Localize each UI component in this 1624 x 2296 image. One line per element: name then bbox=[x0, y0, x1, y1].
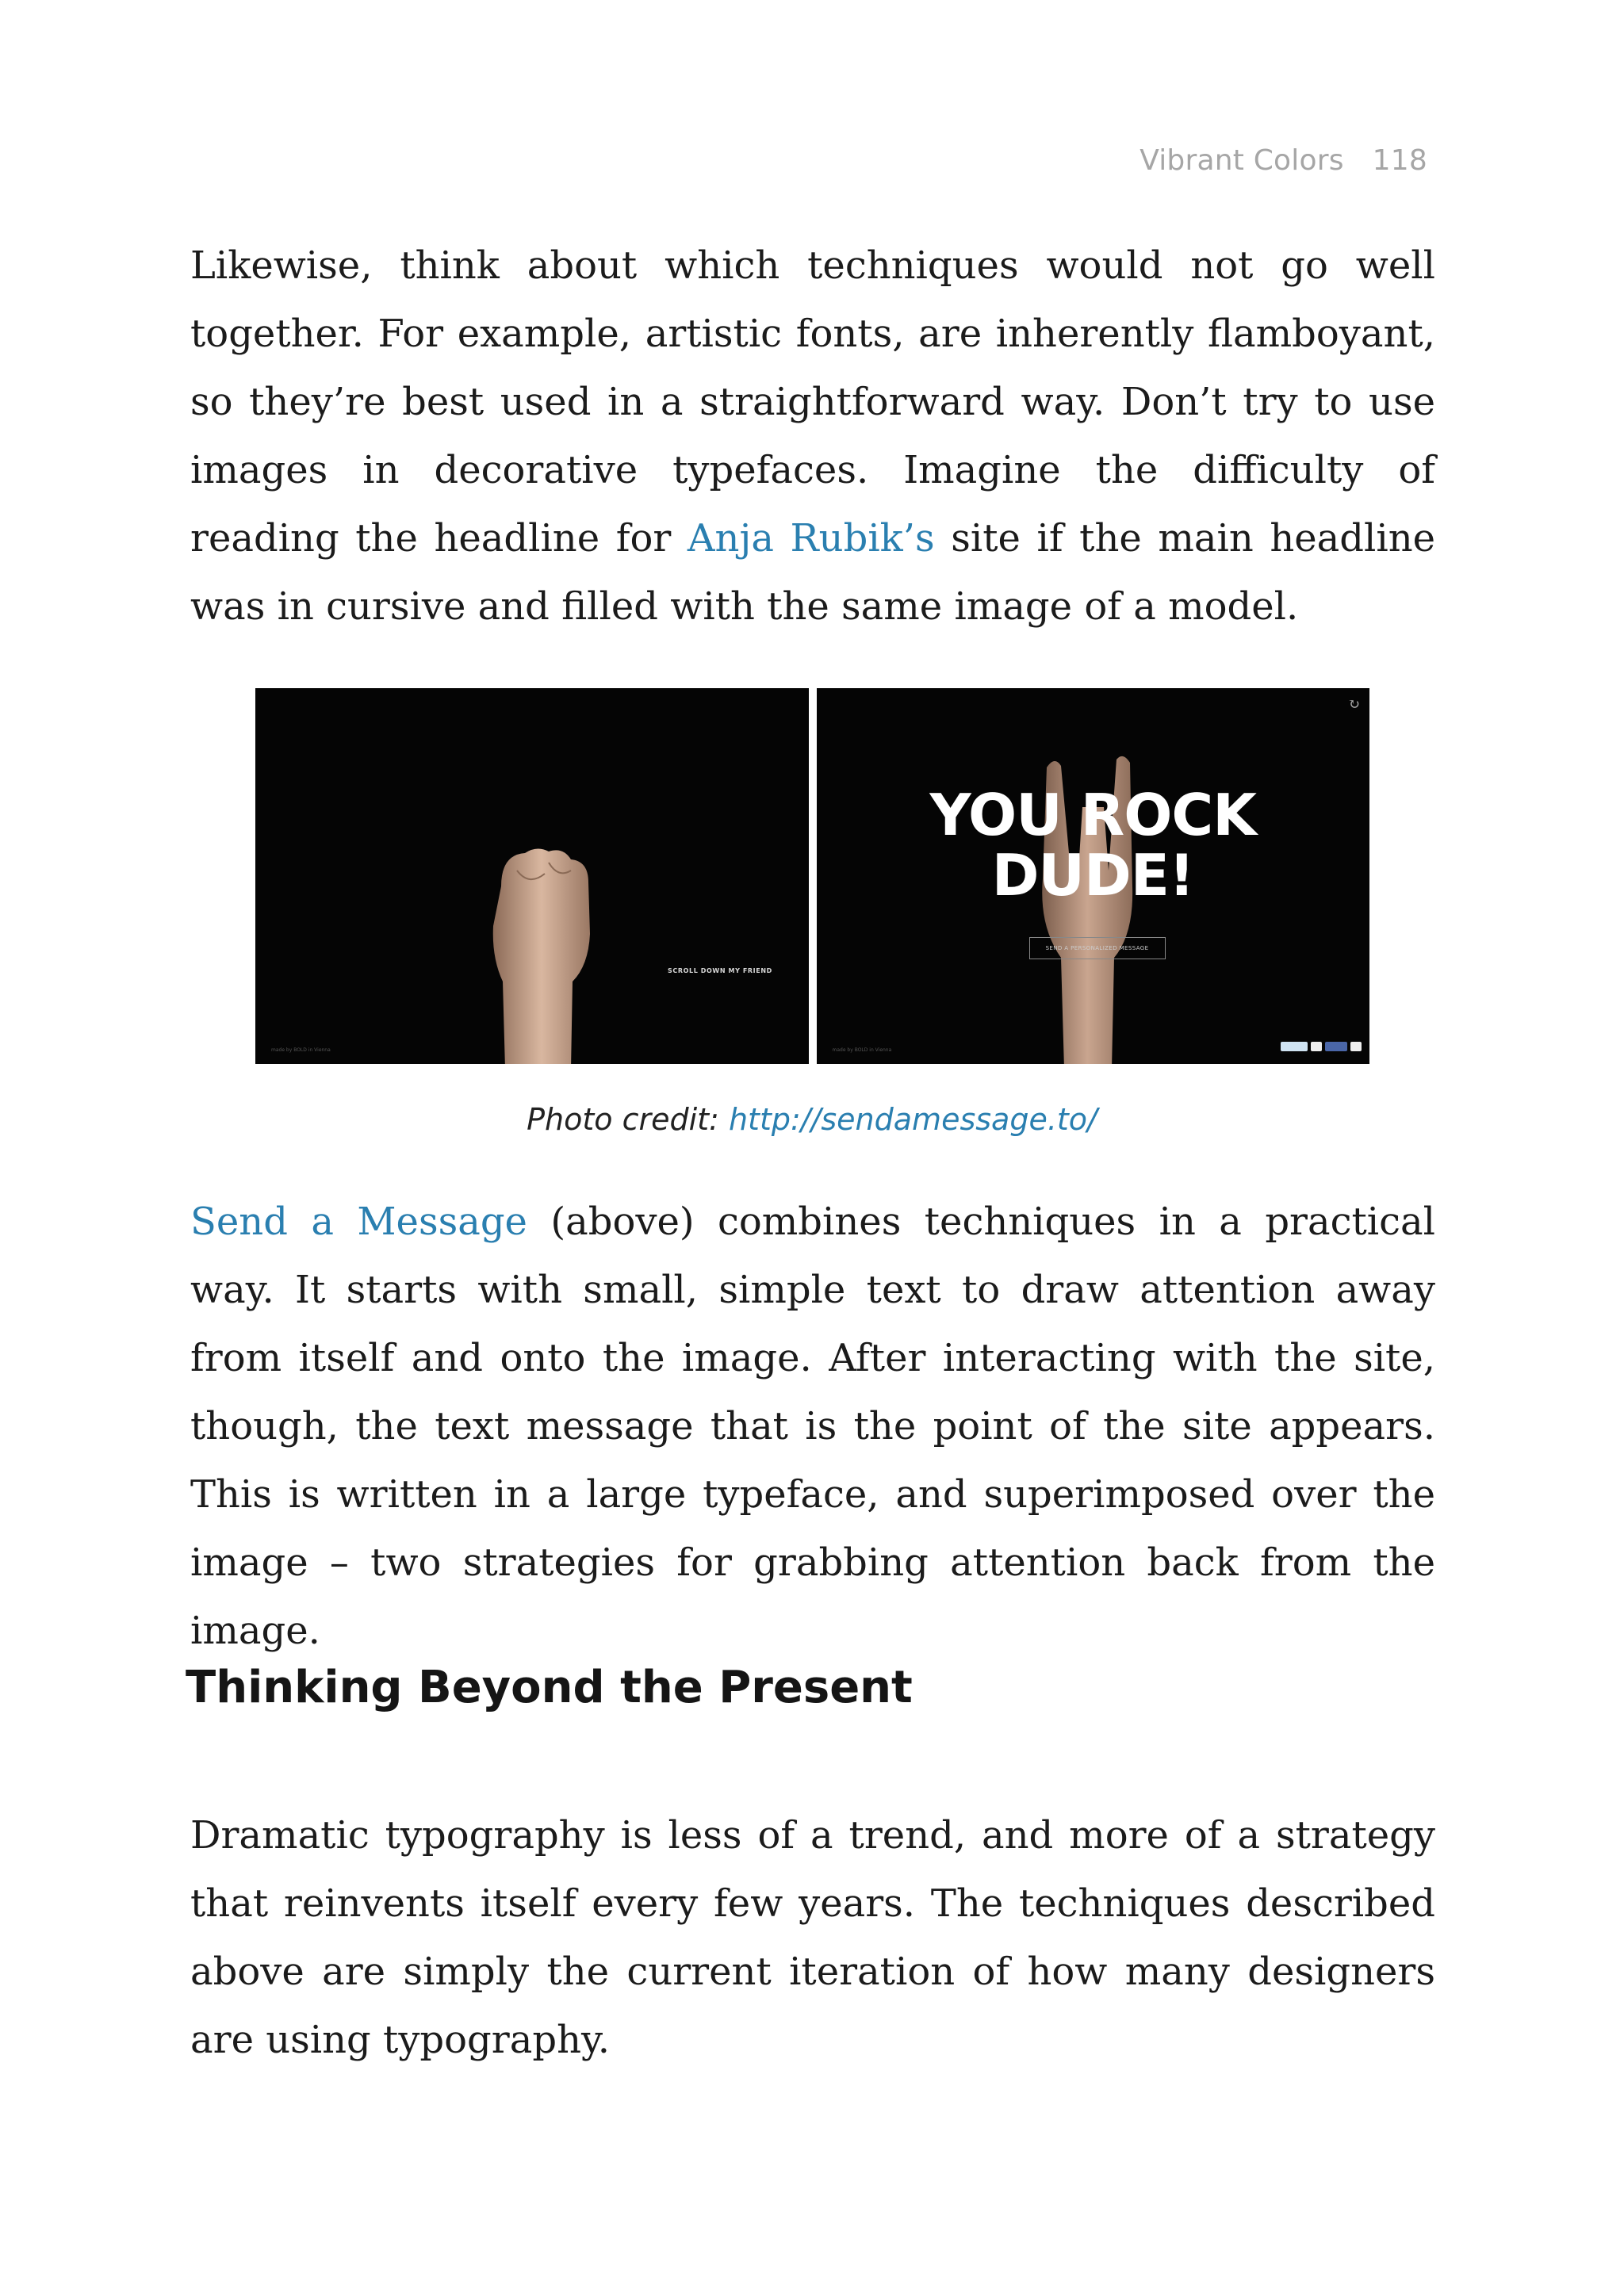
send-a-message-link[interactable]: Send a Message bbox=[190, 1200, 527, 1244]
section-heading: Thinking Beyond the Present bbox=[186, 1662, 913, 1713]
scroll-hint: SCROLL DOWN MY FRIEND bbox=[668, 967, 772, 974]
rock-headline-line2: DUDE! bbox=[991, 842, 1194, 909]
caption-label: Photo credit: bbox=[527, 1102, 729, 1137]
screenshot-right bbox=[817, 688, 1370, 1064]
paragraph-1-text-b: site if the main headline was in cursive and filled with the same image of a model. bbox=[190, 516, 1436, 629]
paragraph-1 bbox=[190, 232, 1435, 641]
photo-credit bbox=[0, 1102, 1624, 1137]
fist-image bbox=[469, 839, 604, 1064]
paragraph-1-text-a: Likewise, think about which techniques would not go well together. For example, artistic fonts, are inherently flamboyant, so they’re best used in a straightforward way. Don’t try to use images in decorative typefaces. Imagine the difficulty of reading the headline for bbox=[190, 243, 1435, 561]
rock-headline-line1: YOU ROCK bbox=[929, 782, 1257, 848]
credit-url-link[interactable]: http://sendamessage.to/ bbox=[728, 1102, 1097, 1137]
running-head bbox=[1139, 144, 1427, 177]
anja-rubik-link[interactable]: Anja Rubik’s bbox=[687, 516, 935, 561]
like-icon[interactable] bbox=[1325, 1042, 1347, 1051]
rock-headline bbox=[817, 782, 1370, 909]
paragraph-3: Dramatic typography is less of a trend, and more of a strategy that reinvents itself every few years. The techniques described above are simply the current iteration of how many designers are using typography. bbox=[190, 1813, 1435, 2062]
left-footer: made by BOLD in Vienna bbox=[271, 1047, 331, 1053]
count-icon-2 bbox=[1350, 1042, 1362, 1051]
share-buttons bbox=[1281, 1042, 1362, 1051]
screenshot-left bbox=[255, 688, 809, 1064]
tweet-icon[interactable] bbox=[1281, 1042, 1308, 1051]
paragraph-2 bbox=[190, 1188, 1435, 1665]
right-footer: made by BOLD in Vienna bbox=[832, 1047, 892, 1053]
page-number: 118 bbox=[1372, 144, 1427, 177]
paragraph-2-text: (above) combines techniques in a practical way. It starts with small, simple text to draw attention away from itself and onto the image. After interacting with the site, though, the text message that is the point of the site appears. This is written in a large typeface, and superimposed over the image – two strategies for grabbing attention back from the image. bbox=[190, 1200, 1435, 1653]
count-icon bbox=[1311, 1042, 1322, 1051]
figure-screenshots bbox=[255, 688, 1369, 1064]
reload-icon[interactable]: ↻ bbox=[1347, 696, 1360, 713]
section-title: Vibrant Colors bbox=[1139, 144, 1344, 177]
send-message-button[interactable]: SEND A PERSONALIZED MESSAGE bbox=[1029, 937, 1166, 959]
